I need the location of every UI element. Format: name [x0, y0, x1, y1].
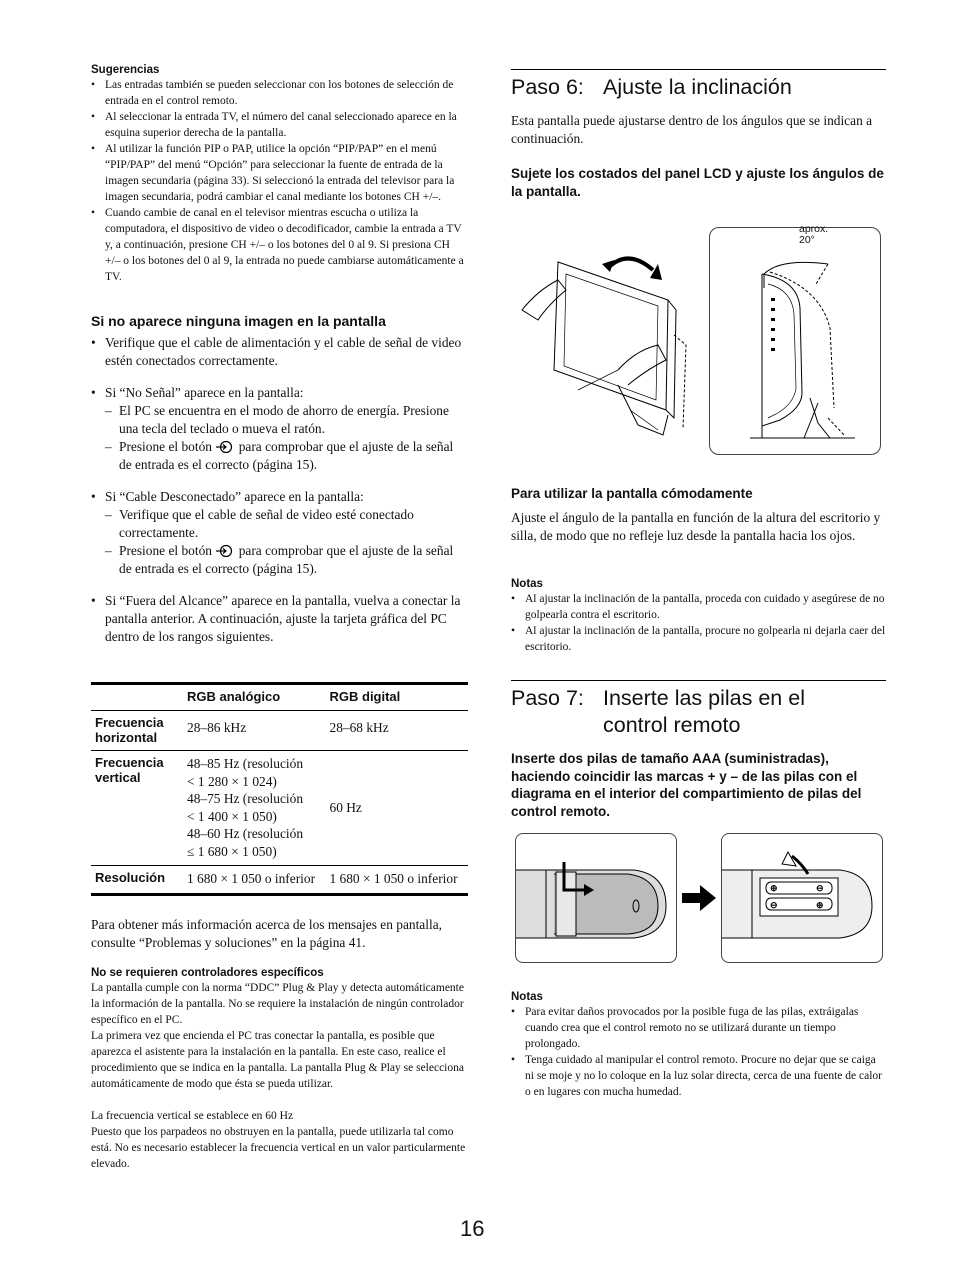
cell: 60 Hz [329, 800, 362, 816]
sugerencias-list [91, 77, 468, 285]
sub-item-text: para comprobar que el ajuste de la señal de entrada es el correcto (página 15). [119, 543, 454, 576]
sub-list [105, 402, 468, 474]
sub-item-text: Presione el botón [119, 543, 212, 558]
page-number: 16 [460, 1216, 485, 1241]
list-item: • Cuando cambie de canal en el televisor mientras escucha o utiliza la computadora, el dispositivo de video o decodificador, cambie la entrada a TV y, a continuación, presione CH +/– o los botones del 0 al 9. Si presiona CH +/– o los botones del 0 al 9, la entrada no puede cambiarse automáticamente a TV. [91, 205, 468, 285]
notas2-heading: Notas [511, 991, 543, 1003]
sub-list [105, 506, 468, 578]
paso7-instruction: Inserte dos pilas de tamaño AAA (suministradas), haciendo coincidir las marcas + y – de las pilas con el diagrama en el interior del compartimiento de pilas del control remoto. [511, 751, 862, 819]
cell: 28–86 kHz [187, 720, 247, 735]
cell: 1 680 × 1 050 o inferior [187, 871, 316, 886]
list-item: • Verifique que el cable de alimentación y el cable de señal de video estén conectados correctamente. [91, 334, 468, 370]
freq-text: Puesto que los parpadeos no obstruyen en la pantalla, puede utilizarla tal como está. No es necesario establecer la frecuencia vertical en un valor particularmente elevado. [91, 1126, 466, 1170]
list-item: • Al ajustar la inclinación de la pantalla, procure no golpearla ni dejarla caer del escritorio. [511, 623, 886, 655]
list-item: • Al seleccionar la entrada TV, el número del canal seleccionado aparece en la esquina superior derecha de la pantalla. [91, 109, 468, 141]
table-row [91, 711, 468, 751]
sub-item: – Verifique que el cable de señal de video esté conectado correctamente. [105, 506, 468, 542]
table-header: RGB analógico [187, 689, 281, 704]
row-label: Resolución [95, 870, 166, 885]
more-info-text: Para obtener más información acerca de los mensajes en pantalla, consulte “Problemas y soluciones” en la página 41. [91, 917, 442, 950]
table-header: RGB digital [329, 689, 401, 704]
sub-item: – El PC se encuentra en el modo de ahorro de energía. Presione una tecla del teclado o mueva el ratón. [105, 402, 468, 438]
no-drivers-p2: La primera vez que encienda el PC tras conectar la pantalla, es posible que aparezca el asistente para la instalación en la pantalla. En este caso, realice el procedimiento que se indica en la pantalla. La pantalla Plug & Play se selecciona automáticamente de modo que ésta se pueda utilizar. [91, 1030, 464, 1090]
angle-value: 20° [799, 234, 815, 246]
svg-text:⊖: ⊖ [770, 900, 778, 910]
svg-text:⊕: ⊕ [816, 900, 824, 910]
no-image-list [91, 334, 468, 646]
remote-cover-icon [516, 834, 676, 962]
step-number: Paso 6: [511, 75, 584, 99]
sub-item [105, 438, 468, 474]
notas1-heading: Notas [511, 578, 543, 590]
input-button-icon [215, 440, 235, 454]
freq-heading: La frecuencia vertical se establece en 60 Hz [91, 1110, 294, 1122]
input-button-icon [215, 544, 235, 558]
tilt-side-figure [709, 223, 881, 455]
no-drivers-p1: La pantalla cumple con la norma “DDC” Plug & Play y detecta automáticamente la información de la pantalla. No se requiere la instalación de ningún controlador específico en el PC. [91, 982, 464, 1026]
svg-text:⊖: ⊖ [816, 883, 824, 893]
sugerencias-heading: Sugerencias [91, 64, 160, 76]
cell-line: 48–75 Hz (resolución [187, 791, 304, 806]
sub-item-text: para comprobar que el ajuste de la señal de entrada es el correcto (página 15). [119, 439, 454, 472]
sub-item-text: Presione el botón [119, 439, 212, 454]
arrow-right-icon [682, 885, 716, 911]
cell-line: < 1 280 × 1 024) [187, 773, 277, 789]
comodo-heading: Para utilizar la pantalla cómodamente [511, 486, 753, 501]
table-row [91, 866, 468, 893]
row-label: Frecuencia horizontal [95, 715, 164, 745]
cell-line: 48–60 Hz (resolución [187, 826, 304, 841]
cell-line: 48–85 Hz (resolución [187, 756, 304, 771]
step-number: Paso 7: [511, 686, 584, 710]
remote-cover-figure [515, 833, 677, 963]
list-item-text: Si “No Señal” aparece en la pantalla: [105, 385, 304, 400]
no-drivers-heading: No se requieren controladores específicos [91, 967, 324, 979]
row-label: Frecuencia vertical [95, 755, 164, 785]
notas2-list [511, 1004, 886, 1100]
paso6-heading [511, 69, 886, 101]
list-item-text: Si “Cable Desconectado” aparece en la pantalla: [105, 489, 364, 504]
cell [183, 751, 326, 866]
paso6-instruction: Sujete los costados del panel LCD y ajuste los ángulos de la pantalla. [511, 166, 884, 199]
notas1-list [511, 591, 886, 655]
list-item [91, 488, 468, 578]
paso7-heading [511, 680, 886, 739]
tilt-illustration [518, 250, 698, 440]
list-item: • Tenga cuidado al manipular el control remoto. Procure no dejar que se caiga ni se moje y no lo coloque en la luz solar directa, cerca de una fuente de calor o en lugares con mucha humedad. [511, 1052, 886, 1100]
step-title: Ajuste la inclinación [603, 75, 792, 99]
list-item: • Al utilizar la función PIP o PAP, utilice la opción “PIP/PAP” en el menú “PIP/PAP” del menú “Opción” para seleccionar la fuente de entrada de la imagen secundaria (página 33). Si seleccionó la entrada del televisor para la imagen secundaria, podrá cambiar el canal mediante los botones CH +/–. [91, 141, 468, 205]
spec-table [91, 685, 468, 893]
battery-insert-figure [721, 833, 883, 963]
svg-text:⊕: ⊕ [770, 883, 778, 893]
step-title: Inserte las pilas en el [603, 686, 805, 710]
battery-insert-icon [722, 834, 882, 962]
angle-label: aprox. [799, 223, 829, 235]
list-item: • Si “Fuera del Alcance” aparece en la pantalla, vuelva a conectar la pantalla anterior. A continuación, ajuste la tarjeta gráfica del PC dentro de los rangos siguientes. [91, 592, 468, 646]
comodo-text: Ajuste el ángulo de la pantalla en función de la altura del escritorio y silla, de modo que no refleje luz desde la pantalla hacia los ojos. [511, 510, 881, 543]
table-corner [91, 685, 183, 711]
no-image-heading: Si no aparece ninguna imagen en la pantalla [91, 313, 386, 329]
table-row [91, 751, 468, 866]
cell-line: ≤ 1 680 × 1 050) [187, 843, 277, 859]
cell-line: < 1 400 × 1 050) [187, 808, 277, 824]
cell: 1 680 × 1 050 o inferior [329, 871, 458, 886]
cell: 28–68 kHz [329, 720, 389, 735]
list-item: • Para evitar daños provocados por la posible fuga de las pilas, extráigalas cuando crea que el control remoto no se utilizará durante un tiempo prolongado. [511, 1004, 886, 1052]
monitor-side-icon [710, 228, 880, 454]
list-item: • Las entradas también se pueden seleccionar con los botones de selección de entrada en el control remoto. [91, 77, 468, 109]
spec-table-wrap [91, 682, 468, 896]
list-item: • Al ajustar la inclinación de la pantalla, proceda con cuidado y asegúrese de no golpearla contra el escritorio. [511, 591, 886, 623]
step-title-line2: control remoto [603, 713, 741, 737]
sub-item [105, 542, 468, 578]
list-item [91, 384, 468, 474]
paso6-intro: Esta pantalla puede ajustarse dentro de los ángulos que se indican a continuación. [511, 113, 873, 146]
